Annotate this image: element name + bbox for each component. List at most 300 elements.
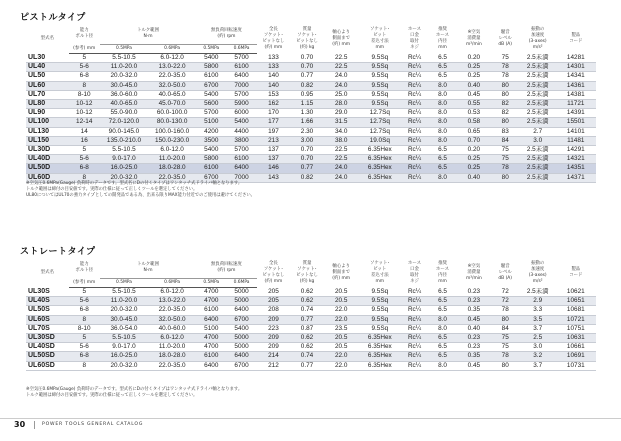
spec-cell: 5700 xyxy=(226,90,256,99)
spec-cell: 22.5 xyxy=(324,63,359,72)
spec-cell: 0.23 xyxy=(457,288,491,297)
table-row xyxy=(26,90,596,99)
table-row xyxy=(26,146,596,155)
spec-cell: 177 xyxy=(257,118,291,127)
spec-cell: 9.5Sq xyxy=(359,54,402,63)
spec-cell: 9.5Sq xyxy=(359,315,402,324)
table-row xyxy=(26,72,596,81)
spec-cell: 0.70 xyxy=(457,136,491,145)
spec-cell: 4700 xyxy=(196,297,226,306)
spec-cell: 8-10 xyxy=(69,90,100,99)
spec-cell: 8 xyxy=(69,81,100,90)
spec-cell: 6400 xyxy=(226,306,256,315)
header-center: 軸心より 側面まで (約) mm xyxy=(332,263,351,281)
spec-cell: 6.0-12.0 xyxy=(148,146,196,155)
spec-cell: 162 xyxy=(257,100,291,109)
spec-cell: 5 xyxy=(69,288,100,297)
spec-cell: 0.70 xyxy=(290,146,324,155)
spec-cell: 0.65 xyxy=(457,127,491,136)
spec-cell: 0.62 xyxy=(290,288,324,297)
table-row xyxy=(26,109,596,118)
table-row xyxy=(26,63,596,72)
spec-cell: 0.23 xyxy=(457,297,491,306)
spec-cell: 14301 xyxy=(556,63,596,72)
spec-cell: 9.5Sq xyxy=(359,63,402,72)
header-model: 型式名 xyxy=(40,35,54,41)
spec-cell: 4200 xyxy=(196,127,226,136)
note-line: トルク範囲は締付の目安値です。実際の仕様に従って正しくツールを選定してください。 xyxy=(26,187,198,192)
straight-notes xyxy=(26,387,242,399)
spec-cell: 20.0-32.0 xyxy=(100,306,148,315)
spec-cell: 82 xyxy=(491,109,520,118)
header-code: 製品 コード xyxy=(569,32,583,44)
spec-cell: Rc¼ xyxy=(401,72,428,81)
straight-table-body xyxy=(26,288,596,371)
spec-cell: 170 xyxy=(257,109,291,118)
pistol-spec-table xyxy=(26,24,596,183)
spec-cell: 31.5 xyxy=(324,118,359,127)
table-row xyxy=(26,164,596,173)
spec-cell: 20.5 xyxy=(324,334,359,343)
spec-cell: 22.5 xyxy=(324,155,359,164)
spec-cell: 32.0-50.0 xyxy=(148,81,196,90)
header-weight: 質量 ソケット･ ビットなし (約) kg xyxy=(296,26,318,50)
model-cell: UL50 xyxy=(26,72,69,81)
spec-cell: 11.0-20.0 xyxy=(148,343,196,352)
spec-cell: Rc¼ xyxy=(401,306,428,315)
header-capacity-unit: (参考) mm xyxy=(69,45,100,54)
spec-cell: 10681 xyxy=(556,306,596,315)
header-speed-05: 0.5MPa xyxy=(196,279,226,288)
spec-cell: 10-12 xyxy=(69,100,100,109)
spec-cell: 11.0-20.0 xyxy=(148,155,196,164)
spec-cell: 8.0 xyxy=(428,173,457,182)
spec-cell: 72.0-120.0 xyxy=(100,118,148,127)
spec-cell: 140 xyxy=(257,72,291,81)
spec-cell: 8 xyxy=(69,361,100,370)
spec-cell: 12-14 xyxy=(69,118,100,127)
spec-cell: 6-8 xyxy=(69,72,100,81)
spec-cell: 12.7Sq xyxy=(359,127,402,136)
spec-cell: 5-6 xyxy=(69,343,100,352)
spec-cell: 3800 xyxy=(226,136,256,145)
spec-cell: 13.0-22.0 xyxy=(148,297,196,306)
header-hose: 推奨 ホース 内径 mm xyxy=(436,26,449,50)
spec-cell: 25.0 xyxy=(324,90,359,99)
spec-cell: 14371 xyxy=(556,173,596,182)
model-cell: UL30 xyxy=(26,54,69,63)
table-row xyxy=(26,361,596,370)
spec-cell: Rc¼ xyxy=(401,54,428,63)
spec-cell: 4700 xyxy=(196,334,226,343)
spec-cell: 0.40 xyxy=(457,173,491,182)
spec-cell: 6.5 xyxy=(428,334,457,343)
spec-cell: 11.0-20.0 xyxy=(100,297,148,306)
spec-cell: 2.5 xyxy=(520,334,556,343)
spec-cell: 13.0-22.0 xyxy=(148,63,196,72)
spec-cell: 2.5未満 xyxy=(520,63,556,72)
spec-cell: Rc¼ xyxy=(401,90,428,99)
spec-cell: 5000 xyxy=(226,334,256,343)
spec-cell: 22.0 xyxy=(324,306,359,315)
spec-cell: 22.0-35.0 xyxy=(148,306,196,315)
spec-cell: 78 xyxy=(491,352,520,361)
header-torque-06: 0.6MPa xyxy=(148,279,196,288)
spec-cell: 14281 xyxy=(556,54,596,63)
spec-cell: 6-8 xyxy=(69,352,100,361)
spec-cell: 6.0-12.0 xyxy=(148,288,196,297)
spec-cell: 0.20 xyxy=(457,146,491,155)
spec-cell: 7000 xyxy=(226,173,256,182)
model-cell: UL50SD xyxy=(26,352,69,361)
spec-cell: 6100 xyxy=(196,352,226,361)
spec-cell: 30.0-45.0 xyxy=(100,81,148,90)
spec-cell: 0.23 xyxy=(457,343,491,352)
spec-cell: 0.45 xyxy=(457,315,491,324)
spec-cell: 9.5Sq xyxy=(359,288,402,297)
spec-cell: 0.40 xyxy=(457,324,491,333)
model-cell: UL30S xyxy=(26,288,69,297)
spec-cell: 5.5-10.5 xyxy=(100,146,148,155)
model-cell: UL30SD xyxy=(26,334,69,343)
section-title-pistol: ピストルタイプ xyxy=(20,13,86,23)
table-row xyxy=(26,81,596,90)
spec-cell: 209 xyxy=(257,343,291,352)
note-line: ※空気圧0.6MPa(Gauge) 負荷時のデータです。型式名にDの付くタイプはワンタッチ式ドライバ軸となります。 xyxy=(26,387,243,392)
header-length: 全長 ソケット･ ビットなし (約) mm xyxy=(262,260,285,284)
spec-cell: 6.5 xyxy=(428,306,457,315)
spec-cell: 10651 xyxy=(556,297,596,306)
spec-cell: 2.5未満 xyxy=(520,54,556,63)
spec-cell: 9.5Sq xyxy=(359,297,402,306)
spec-cell: 34.0 xyxy=(324,127,359,136)
note-line: トルク範囲は締付の目安値です。実際の仕様に従って正しくツールを選定してください。 xyxy=(26,393,198,398)
spec-cell: 5700 xyxy=(226,54,256,63)
spec-cell: 24.0 xyxy=(324,81,359,90)
spec-cell: 2.30 xyxy=(290,127,324,136)
spec-cell: 8.0 xyxy=(428,81,457,90)
spec-cell: 28.0 xyxy=(324,100,359,109)
spec-cell: 14391 xyxy=(556,109,596,118)
spec-cell: 1.66 xyxy=(290,118,324,127)
spec-cell: 0.82 xyxy=(290,81,324,90)
spec-cell: 3.7 xyxy=(520,324,556,333)
table-row xyxy=(26,288,596,297)
spec-cell: 9.5Sq xyxy=(359,100,402,109)
spec-cell: 6.5 xyxy=(428,352,457,361)
spec-cell: 78 xyxy=(491,72,520,81)
spec-cell: 10631 xyxy=(556,334,596,343)
spec-cell: 5100 xyxy=(196,118,226,127)
header-model: 型式名 xyxy=(40,269,54,275)
spec-cell: 14291 xyxy=(556,146,596,155)
spec-cell: 213 xyxy=(257,136,291,145)
header-weight: 質量 ソケット･ ビットなし (約) kg xyxy=(296,260,318,284)
spec-cell: 133 xyxy=(257,63,291,72)
header-hose: 推奨 ホース 内径 mm xyxy=(436,260,449,284)
spec-cell: 3.0 xyxy=(520,343,556,352)
header-torque-05: 0.5MPa xyxy=(100,45,148,54)
spec-cell: 5400 xyxy=(196,146,226,155)
spec-cell: 8.0 xyxy=(428,315,457,324)
header-speed: 無負荷回転速度 (約) rpm xyxy=(196,258,256,279)
spec-cell: 197 xyxy=(257,127,291,136)
spec-cell: 14351 xyxy=(556,164,596,173)
spec-cell: 2.5未満 xyxy=(520,146,556,155)
table-row xyxy=(26,54,596,63)
spec-cell: 6.35Hex xyxy=(359,155,402,164)
spec-cell: 5400 xyxy=(226,324,256,333)
table-row xyxy=(26,155,596,164)
spec-cell: 100.0-160.0 xyxy=(148,127,196,136)
spec-cell: 212 xyxy=(257,361,291,370)
spec-cell: 11.0-20.0 xyxy=(100,63,148,72)
spec-cell: 6700 xyxy=(196,81,226,90)
spec-cell: 150.0-230.0 xyxy=(148,136,196,145)
spec-cell: 0.62 xyxy=(290,334,324,343)
spec-cell: 0.40 xyxy=(457,81,491,90)
model-cell: UL80 xyxy=(26,100,69,109)
spec-cell: 4700 xyxy=(196,288,226,297)
spec-cell: 45.0-70.0 xyxy=(148,100,196,109)
model-cell: UL90 xyxy=(26,109,69,118)
spec-cell: 5700 xyxy=(196,109,226,118)
model-cell: UL40S xyxy=(26,297,69,306)
spec-cell: 8.0 xyxy=(428,118,457,127)
spec-cell: 8-10 xyxy=(69,324,100,333)
table-row xyxy=(26,136,596,145)
spec-cell: 11721 xyxy=(556,100,596,109)
spec-cell: 0.70 xyxy=(290,63,324,72)
spec-cell: 2.5未満 xyxy=(520,118,556,127)
spec-cell: 3.7 xyxy=(520,361,556,370)
spec-cell: 5600 xyxy=(196,100,226,109)
spec-cell: 0.62 xyxy=(290,297,324,306)
spec-cell: 2.5未満 xyxy=(520,81,556,90)
section-title-straight: ストレートタイプ xyxy=(20,247,96,257)
spec-cell: 137 xyxy=(257,155,291,164)
spec-cell: 5.5-10.5 xyxy=(100,334,148,343)
pistol-table-body xyxy=(26,54,596,183)
spec-cell: 32.0-50.0 xyxy=(148,315,196,324)
spec-cell: 9.0-17.0 xyxy=(100,343,148,352)
spec-cell: 0.82 xyxy=(290,173,324,182)
spec-cell: 36.0-54.0 xyxy=(100,324,148,333)
spec-cell: 19.0Sq xyxy=(359,136,402,145)
spec-cell: 3.3 xyxy=(520,306,556,315)
spec-cell: 6700 xyxy=(196,173,226,182)
model-cell: UL40 xyxy=(26,63,69,72)
spec-cell: 36.0-60.0 xyxy=(100,90,148,99)
spec-cell: 146 xyxy=(257,164,291,173)
spec-cell: 2.5未満 xyxy=(520,109,556,118)
table-row xyxy=(26,324,596,333)
spec-cell: 6.5 xyxy=(428,343,457,352)
spec-cell: 6.5 xyxy=(428,54,457,63)
spec-cell: 0.45 xyxy=(457,90,491,99)
model-cell: UL60SD xyxy=(26,361,69,370)
spec-cell: 209 xyxy=(257,334,291,343)
spec-cell: 9.5Sq xyxy=(359,81,402,90)
spec-cell: 14321 xyxy=(556,155,596,164)
catalog-title: POWER TOOLS GENERAL CATALOG xyxy=(42,422,144,427)
spec-cell: 20.0-32.0 xyxy=(100,173,148,182)
spec-cell: 9.0-17.0 xyxy=(100,155,148,164)
spec-cell: 80.0-130.0 xyxy=(148,118,196,127)
spec-cell: 8.0 xyxy=(428,324,457,333)
header-air: ※空気 消費量 m³/min xyxy=(465,263,482,281)
spec-cell: 84 xyxy=(491,136,520,145)
spec-cell: 5 xyxy=(69,54,100,63)
spec-cell: 0.35 xyxy=(457,352,491,361)
spec-cell: 6100 xyxy=(226,63,256,72)
header-torque: トルク範囲 N·m xyxy=(100,258,196,279)
spec-cell: 7000 xyxy=(226,81,256,90)
spec-cell: 75 xyxy=(491,146,520,155)
spec-cell: 140 xyxy=(257,81,291,90)
spec-cell: 0.77 xyxy=(290,315,324,324)
spec-cell: 205 xyxy=(257,288,291,297)
spec-cell: 0.25 xyxy=(457,164,491,173)
spec-cell: 5800 xyxy=(196,63,226,72)
table-row xyxy=(26,343,596,352)
spec-cell: 6100 xyxy=(196,72,226,81)
spec-cell: 14 xyxy=(69,127,100,136)
spec-cell: 5.5-10.5 xyxy=(100,288,148,297)
spec-cell: 3.0 xyxy=(520,136,556,145)
spec-cell: 0.62 xyxy=(290,343,324,352)
model-cell: UL60D xyxy=(26,173,69,182)
header-noise: 騒音 レベル dB (A) xyxy=(498,29,513,47)
spec-cell: 72 xyxy=(491,297,520,306)
spec-cell: 8 xyxy=(69,315,100,324)
spec-cell: 6400 xyxy=(196,315,226,324)
spec-cell: 1.30 xyxy=(290,109,324,118)
straight-spec-table xyxy=(26,258,596,371)
spec-cell: 72 xyxy=(491,288,520,297)
note-line: UL80についてはUL70の強力タイプとしての開発品である為、出来る限りMAX能力付近でのご使用は避けてください。 xyxy=(26,193,255,198)
spec-cell: 38.0 xyxy=(324,136,359,145)
spec-cell: 6.5 xyxy=(428,146,457,155)
spec-cell: 10691 xyxy=(556,352,596,361)
spec-cell: Rc¼ xyxy=(401,315,428,324)
note-line: ※空気圧0.6MPa(Gauge) 負荷時のデータです。型式名にDの付くタイプはワンタッチ式ドライバ軸となります。 xyxy=(26,181,243,186)
spec-cell: 0.25 xyxy=(457,63,491,72)
spec-cell: Rc¼ xyxy=(401,297,428,306)
spec-cell: 40.0-65.0 xyxy=(148,90,196,99)
spec-cell: 4700 xyxy=(196,343,226,352)
spec-cell: Rc¼ xyxy=(401,352,428,361)
table-row xyxy=(26,334,596,343)
page-number: 30 xyxy=(14,420,26,429)
spec-cell: 5 xyxy=(69,334,100,343)
table-row xyxy=(26,315,596,324)
header-inlet: ホース 口金 取付 ネジ xyxy=(408,260,421,284)
spec-cell: 9.5Sq xyxy=(359,324,402,333)
spec-cell: 0.45 xyxy=(457,361,491,370)
header-vibration: 振動の 加速度 (3-axes) m/s² xyxy=(528,260,547,284)
spec-cell: Rc¼ xyxy=(401,361,428,370)
spec-cell: 16.0-25.0 xyxy=(100,352,148,361)
spec-cell: 6100 xyxy=(196,164,226,173)
spec-cell: 5-6 xyxy=(69,63,100,72)
spec-cell: 0.20 xyxy=(457,54,491,63)
spec-cell: 5 xyxy=(69,146,100,155)
spec-cell: 12.7Sq xyxy=(359,109,402,118)
spec-cell: 0.53 xyxy=(457,109,491,118)
header-capacity: 能力 ボルト径 xyxy=(75,262,93,274)
spec-cell: 6400 xyxy=(226,72,256,81)
spec-cell: 5.5-10.5 xyxy=(100,54,148,63)
spec-cell: 6.0-12.0 xyxy=(148,54,196,63)
spec-cell: 24.0 xyxy=(324,164,359,173)
spec-cell: Rc¼ xyxy=(401,288,428,297)
spec-cell: 9.5Sq xyxy=(359,72,402,81)
spec-cell: 20.0-32.0 xyxy=(100,72,148,81)
spec-cell: 24.0 xyxy=(324,173,359,182)
spec-cell: 214 xyxy=(257,352,291,361)
spec-cell: 12.7Sq xyxy=(359,118,402,127)
spec-cell: 75 xyxy=(491,155,520,164)
header-socket: ソケット･ ビット 差込寸法 mm xyxy=(370,26,390,50)
spec-cell: 14381 xyxy=(556,90,596,99)
spec-cell: 5-6 xyxy=(69,297,100,306)
spec-cell: 20.0-32.0 xyxy=(100,361,148,370)
header-torque: トルク範囲 N·m xyxy=(100,24,196,45)
spec-cell: 6.35Hex xyxy=(359,146,402,155)
spec-cell: 0.35 xyxy=(457,306,491,315)
footer-divider xyxy=(34,421,35,429)
header-torque-05: 0.5MPa xyxy=(100,279,148,288)
spec-cell: 6.35Hex xyxy=(359,343,402,352)
spec-cell: 5000 xyxy=(226,288,256,297)
spec-cell: 2.5未満 xyxy=(520,100,556,109)
spec-cell: 10751 xyxy=(556,324,596,333)
spec-cell: 10621 xyxy=(556,288,596,297)
spec-cell: 5000 xyxy=(226,297,256,306)
spec-cell: 6400 xyxy=(226,352,256,361)
spec-cell: 2.5未満 xyxy=(520,155,556,164)
spec-cell: 0.87 xyxy=(290,324,324,333)
spec-cell: 0.25 xyxy=(457,155,491,164)
spec-cell: 80 xyxy=(491,81,520,90)
spec-cell: Rc¼ xyxy=(401,155,428,164)
header-speed-05: 0.5MPa xyxy=(196,45,226,54)
spec-cell: Rc¼ xyxy=(401,109,428,118)
header-capacity-unit: (参考) mm xyxy=(69,279,100,288)
spec-cell: 6-8 xyxy=(69,306,100,315)
spec-cell: 2.5未満 xyxy=(520,164,556,173)
spec-cell: 5900 xyxy=(226,100,256,109)
spec-cell: 8.0 xyxy=(428,90,457,99)
spec-cell: Rc¼ xyxy=(401,173,428,182)
spec-cell: 40.0-65.0 xyxy=(100,100,148,109)
spec-cell: 80 xyxy=(491,173,520,182)
spec-cell: 22.0-35.0 xyxy=(148,72,196,81)
model-cell: UL50S xyxy=(26,306,69,315)
spec-cell: 6.5 xyxy=(428,72,457,81)
table-row xyxy=(26,118,596,127)
spec-cell: Rc¼ xyxy=(401,100,428,109)
spec-cell: 0.77 xyxy=(290,361,324,370)
spec-cell: Rc¼ xyxy=(401,324,428,333)
spec-cell: 14101 xyxy=(556,127,596,136)
spec-cell: 8.0 xyxy=(428,136,457,145)
table-row xyxy=(26,306,596,315)
model-cell: UL30D xyxy=(26,146,69,155)
header-speed: 無負荷回転速度 (約) rpm xyxy=(196,24,256,45)
spec-cell: 0.55 xyxy=(457,100,491,109)
